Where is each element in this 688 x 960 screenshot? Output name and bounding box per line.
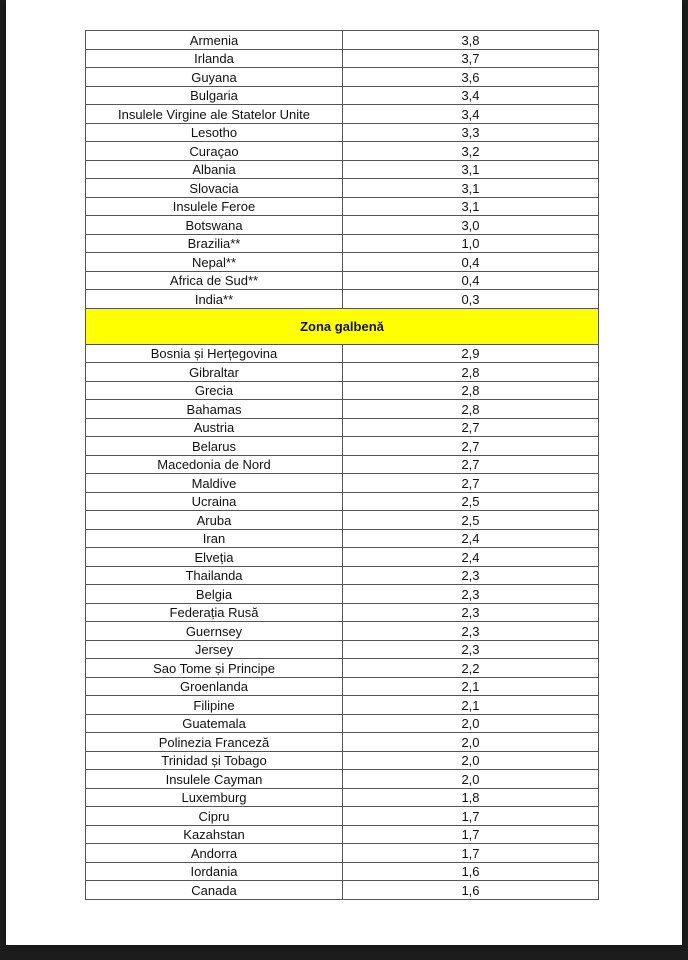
table-row — [86, 68, 599, 87]
document-page — [6, 0, 682, 945]
rate-cell: 3,1 — [343, 160, 599, 179]
table-row — [86, 123, 599, 142]
rate-cell: 3,7 — [343, 49, 599, 68]
rate-cell: 2,9 — [343, 344, 599, 363]
country-cell: Cipru — [86, 807, 343, 826]
table-row — [86, 881, 599, 900]
table-row — [86, 179, 599, 198]
rate-cell: 2,4 — [343, 529, 599, 548]
rate-cell: 3,4 — [343, 86, 599, 105]
country-cell: Canada — [86, 881, 343, 900]
rate-cell: 2,7 — [343, 437, 599, 456]
table-row — [86, 640, 599, 659]
rate-cell: 2,1 — [343, 696, 599, 715]
rate-cell: 3,1 — [343, 179, 599, 198]
table-row — [86, 529, 599, 548]
country-cell: Luxemburg — [86, 788, 343, 807]
table-row — [86, 825, 599, 844]
table-row — [86, 622, 599, 641]
country-cell: Groenlanda — [86, 677, 343, 696]
country-cell: Curaçao — [86, 142, 343, 161]
rate-cell: 0,4 — [343, 271, 599, 290]
rate-cell: 3,8 — [343, 31, 599, 50]
rate-cell: 2,2 — [343, 659, 599, 678]
country-cell: Slovacia — [86, 179, 343, 198]
country-cell: India** — [86, 290, 343, 309]
country-cell: Iordania — [86, 862, 343, 881]
country-rate-table — [85, 30, 599, 900]
table-row — [86, 511, 599, 530]
country-cell: Belgia — [86, 585, 343, 604]
rate-cell: 2,3 — [343, 640, 599, 659]
table-row — [86, 696, 599, 715]
rate-cell: 3,3 — [343, 123, 599, 142]
country-cell: Gibraltar — [86, 363, 343, 382]
table-row — [86, 197, 599, 216]
table-row — [86, 714, 599, 733]
rate-cell: 2,3 — [343, 622, 599, 641]
country-cell: Federația Rusă — [86, 603, 343, 622]
table-row — [86, 437, 599, 456]
table-row — [86, 31, 599, 50]
table-row — [86, 862, 599, 881]
rate-cell: 2,3 — [343, 566, 599, 585]
rate-cell: 2,4 — [343, 548, 599, 567]
country-cell: Guernsey — [86, 622, 343, 641]
rate-cell: 2,0 — [343, 733, 599, 752]
table-row — [86, 603, 599, 622]
rate-cell: 1,7 — [343, 825, 599, 844]
rate-cell: 2,7 — [343, 455, 599, 474]
country-cell: Elveția — [86, 548, 343, 567]
country-cell: Nepal** — [86, 253, 343, 272]
country-cell: Trinidad și Tobago — [86, 751, 343, 770]
country-cell: Aruba — [86, 511, 343, 530]
country-cell: Thailanda — [86, 566, 343, 585]
rate-cell: 2,7 — [343, 418, 599, 437]
table-row — [86, 363, 599, 382]
table-row — [86, 659, 599, 678]
country-cell: Guatemala — [86, 714, 343, 733]
country-cell: Austria — [86, 418, 343, 437]
table-row — [86, 788, 599, 807]
rate-cell: 2,1 — [343, 677, 599, 696]
table-row — [86, 271, 599, 290]
country-cell: Jersey — [86, 640, 343, 659]
rate-cell: 2,3 — [343, 603, 599, 622]
table-row — [86, 566, 599, 585]
country-cell: Macedonia de Nord — [86, 455, 343, 474]
rate-cell: 2,0 — [343, 770, 599, 789]
table-row — [86, 844, 599, 863]
country-cell: Andorra — [86, 844, 343, 863]
table-row — [86, 216, 599, 235]
table-body — [86, 31, 599, 900]
table-row — [86, 344, 599, 363]
table-row — [86, 105, 599, 124]
rate-cell: 3,1 — [343, 197, 599, 216]
table-row — [86, 142, 599, 161]
table-row — [86, 492, 599, 511]
rate-cell: 0,3 — [343, 290, 599, 309]
rate-cell: 2,5 — [343, 511, 599, 530]
country-cell: Grecia — [86, 381, 343, 400]
rate-cell: 1,7 — [343, 807, 599, 826]
country-cell: Botswana — [86, 216, 343, 235]
country-cell: Lesotho — [86, 123, 343, 142]
table-row — [86, 400, 599, 419]
country-cell: Bahamas — [86, 400, 343, 419]
table-row — [86, 418, 599, 437]
rate-cell: 3,6 — [343, 68, 599, 87]
zone-header-row — [86, 308, 599, 344]
country-cell: Guyana — [86, 68, 343, 87]
rate-cell: 1,7 — [343, 844, 599, 863]
country-cell: Belarus — [86, 437, 343, 456]
country-cell: Brazilia** — [86, 234, 343, 253]
rate-cell: 3,4 — [343, 105, 599, 124]
country-cell: Iran — [86, 529, 343, 548]
rate-cell: 3,2 — [343, 142, 599, 161]
country-cell: Albania — [86, 160, 343, 179]
country-cell: Irlanda — [86, 49, 343, 68]
country-cell: Maldive — [86, 474, 343, 493]
country-cell: Armenia — [86, 31, 343, 50]
rate-cell: 2,8 — [343, 363, 599, 382]
country-cell: Insulele Virgine ale Statelor Unite — [86, 105, 343, 124]
table-row — [86, 455, 599, 474]
table-row — [86, 290, 599, 309]
rate-cell: 1,0 — [343, 234, 599, 253]
table-row — [86, 585, 599, 604]
table-row — [86, 474, 599, 493]
table-row — [86, 548, 599, 567]
country-cell: Bosnia și Herțegovina — [86, 344, 343, 363]
table-row — [86, 733, 599, 752]
table-row — [86, 49, 599, 68]
rate-cell: 2,8 — [343, 400, 599, 419]
country-cell: Kazahstan — [86, 825, 343, 844]
country-cell: Filipine — [86, 696, 343, 715]
table-row — [86, 86, 599, 105]
rate-cell: 1,6 — [343, 862, 599, 881]
country-cell: Africa de Sud** — [86, 271, 343, 290]
table-row — [86, 253, 599, 272]
table-row — [86, 234, 599, 253]
rate-cell: 2,7 — [343, 474, 599, 493]
country-cell: Insulele Feroe — [86, 197, 343, 216]
table-row — [86, 770, 599, 789]
country-cell: Ucraina — [86, 492, 343, 511]
rate-cell: 1,8 — [343, 788, 599, 807]
rate-cell: 2,0 — [343, 751, 599, 770]
rate-cell: 2,5 — [343, 492, 599, 511]
zone-header: Zona galbenă — [86, 308, 599, 344]
table-row — [86, 807, 599, 826]
rate-cell: 0,4 — [343, 253, 599, 272]
rate-cell: 3,0 — [343, 216, 599, 235]
country-cell: Sao Tome și Principe — [86, 659, 343, 678]
table-row — [86, 751, 599, 770]
table-row — [86, 381, 599, 400]
rate-cell: 2,3 — [343, 585, 599, 604]
country-cell: Bulgaria — [86, 86, 343, 105]
country-cell: Insulele Cayman — [86, 770, 343, 789]
country-cell: Polinezia Franceză — [86, 733, 343, 752]
rate-cell: 1,6 — [343, 881, 599, 900]
table-row — [86, 677, 599, 696]
rate-cell: 2,8 — [343, 381, 599, 400]
table-row — [86, 160, 599, 179]
rate-cell: 2,0 — [343, 714, 599, 733]
